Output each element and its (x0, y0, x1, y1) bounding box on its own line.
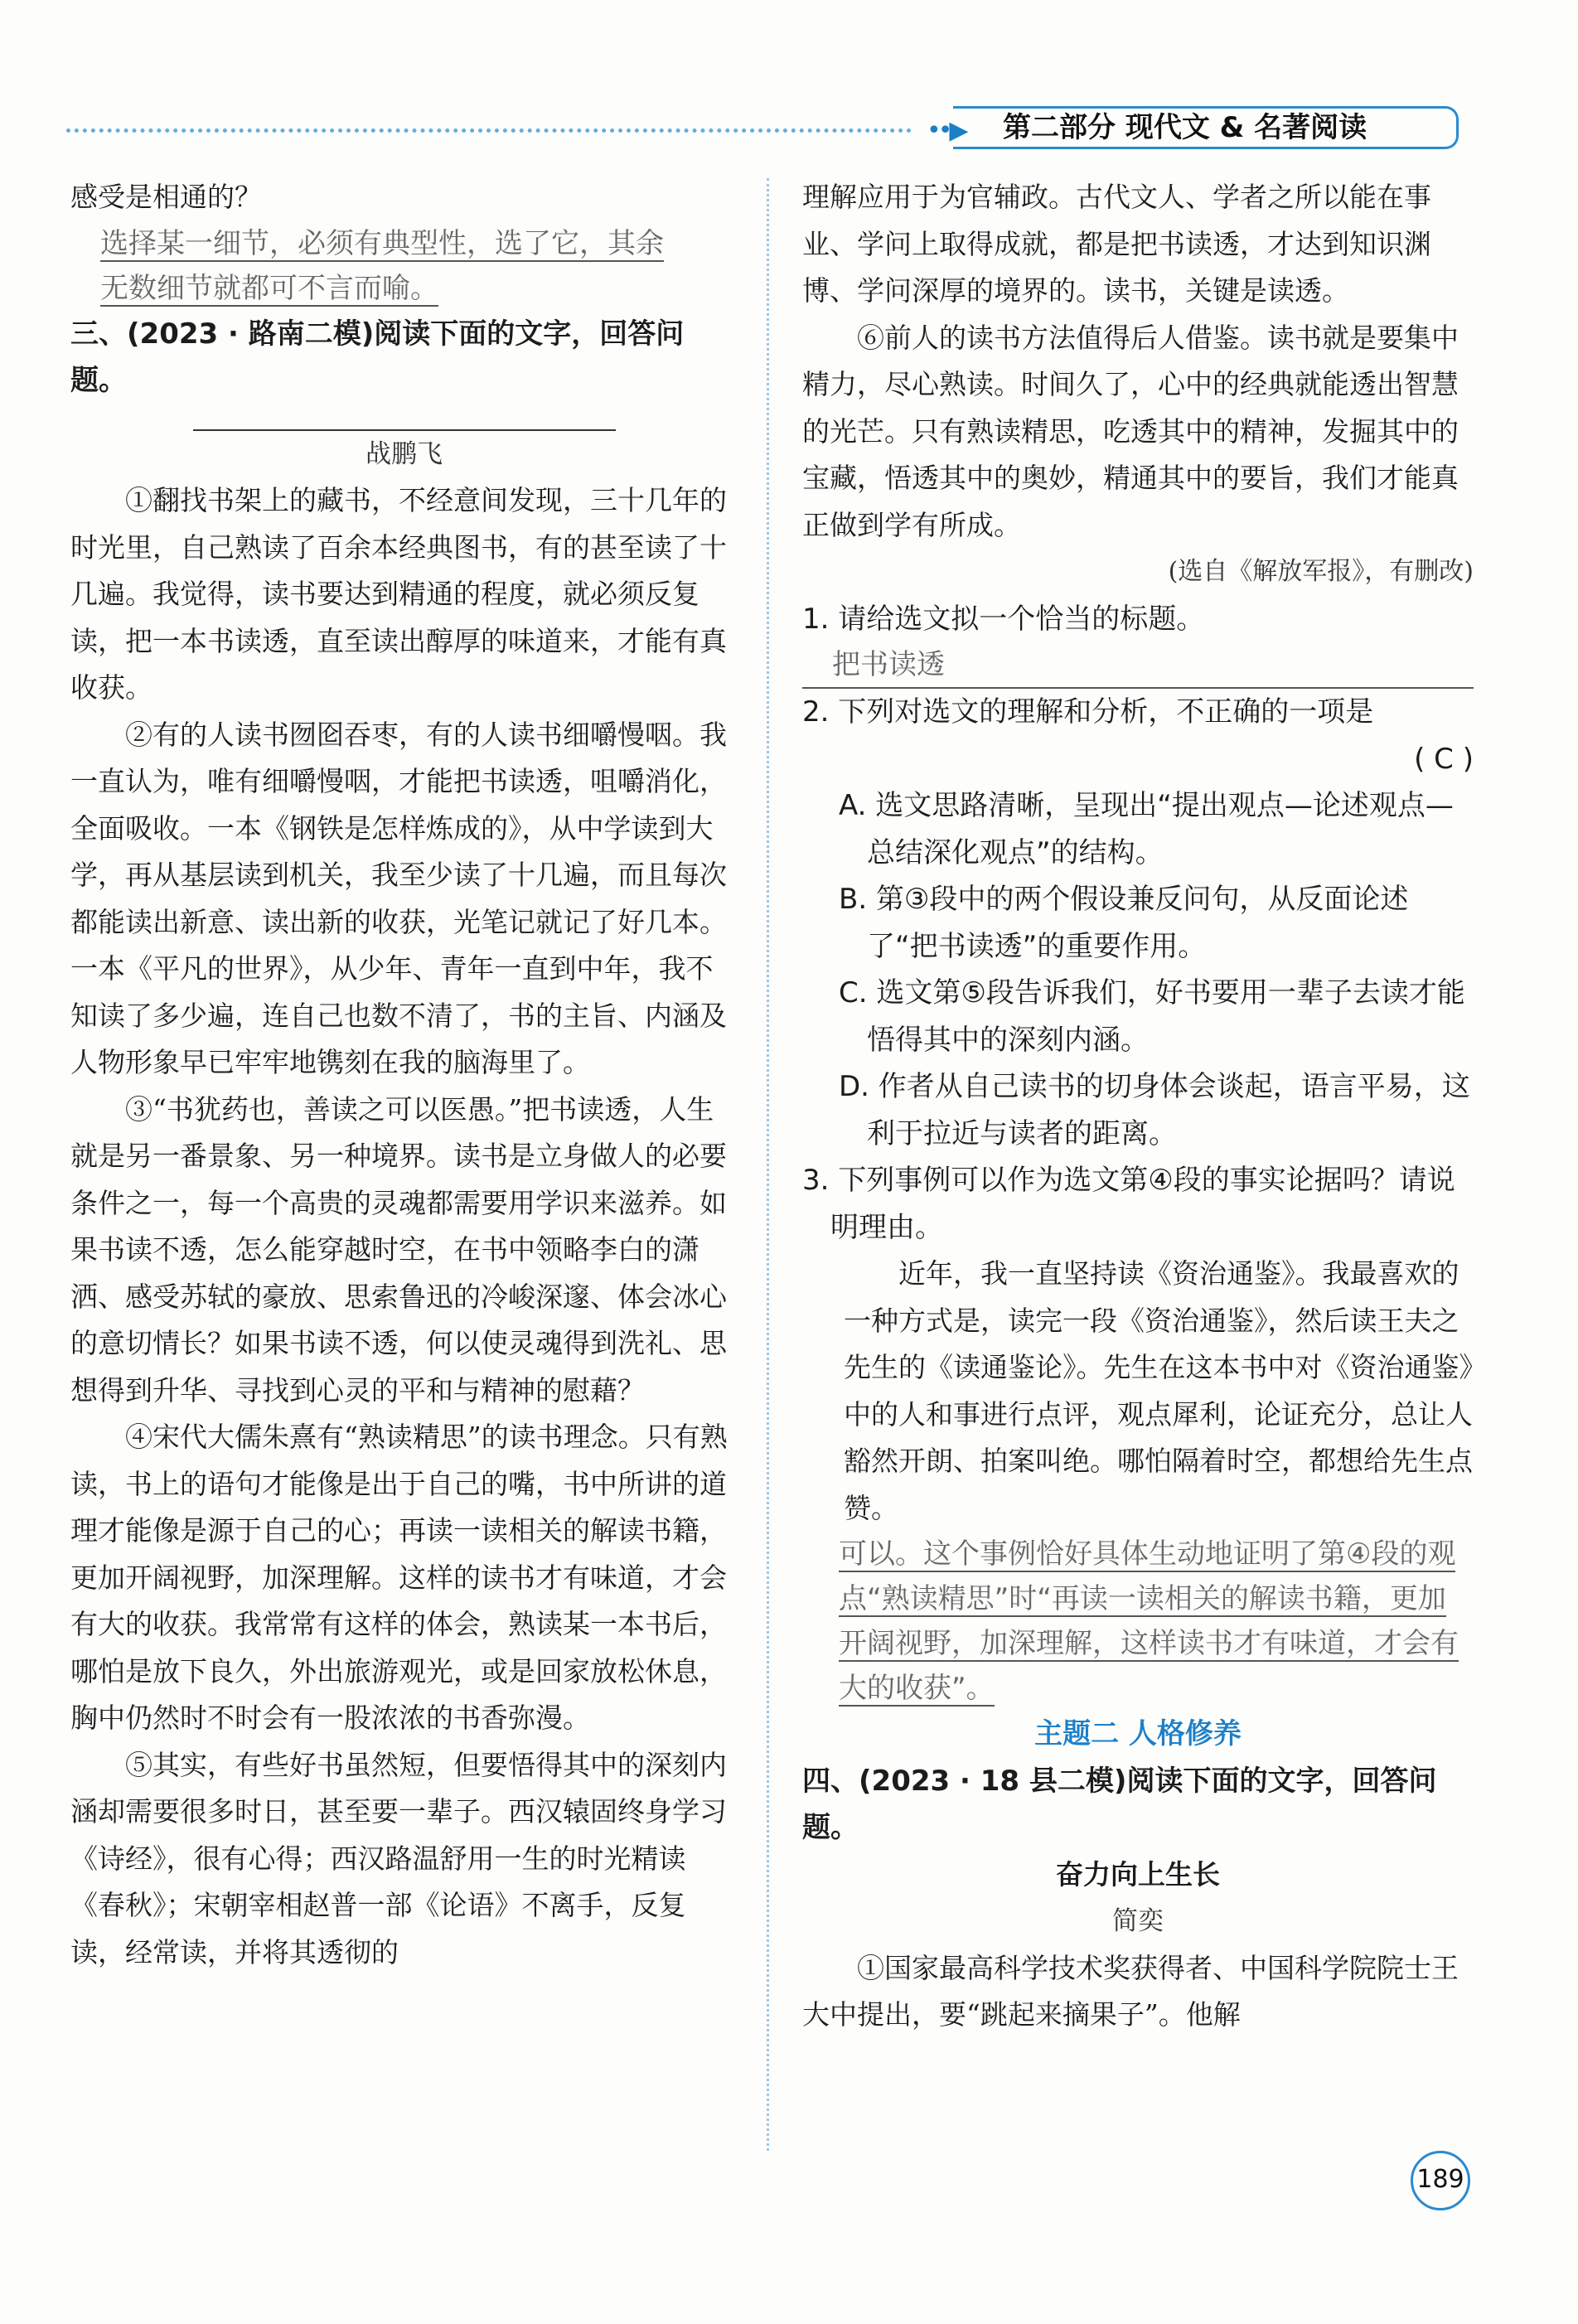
option-a: A. 选文思路清晰，呈现出“提出观点—论述观点—总结深化观点”的结构。 (839, 789, 1454, 869)
section-header-tab: 第二部分 现代文 & 名著阅读 (953, 106, 1459, 149)
paragraph-2: ②有的人读书囫囵吞枣，有的人读书细嚼慢咽。我一直认为，唯有细嚼慢咽，才能把书读透，咀嚼消化，全面吸收。一本《钢铁是怎样炼成的》，从中学读到大学，再从基层读到机关，我至少读了十几遍，而且每次都能读出新意、读出新的收获，光笔记就记了好几本。一本《平凡的世界》，从少年、青年一直到中年，我不知读了多少遍，连自己也数不清了，书的主旨、内涵及人物形象早已牢牢地镌刻在我的脑海里了。 (70, 718, 727, 1078)
paragraph-5-continued: 理解应用于为官辅政。古代文人、学者之所以能在事业、学问上取得成就，都是把书读透，才达到知识渊博、学问深厚的境界的。读书，关键是读透。 (802, 181, 1431, 307)
article-2-paragraph-1: ①国家最高科学技术奖获得者、中国科学院院士王大中提出，要“跳起来摘果子”。他解 (802, 1951, 1459, 2031)
question-3-answer: 可以。这个事例恰好具体生动地证明了第④段的观点“熟读精思”时“再读一读相关的解读书籍，更加开阔视野，加深理解，这样读书才有味道，才会有大的收获”。 (839, 1537, 1459, 1705)
option-b: B. 第③段中的两个假设兼反问句，从反面论述了“把书读透”的重要作用。 (839, 883, 1409, 963)
question-2-answer: ( C ) (1414, 742, 1474, 776)
question-1: 1. 请给选文拟一个恰当的标题。 (802, 602, 1205, 636)
header-arrow-icon: ••▶ (927, 116, 966, 145)
column-divider (767, 178, 769, 2151)
article-author: 战鹏飞 (365, 438, 443, 469)
question-3: 3. 下列事例可以作为选文第④段的事实论据吗？请说明理由。 (802, 1164, 1455, 1244)
theme-two-heading: 主题二 人格修养 (1034, 1717, 1242, 1750)
right-column (802, 174, 1474, 2039)
question-3-answer-block (802, 1532, 1474, 1711)
source-note: (选自《解放军报》，有删改) (1168, 557, 1474, 586)
paragraph-3: ③“书犹药也，善读之可以医愚。”把书读透，人生就是另一番景象、另一种境界。读书是立身做人的必要条件之一，每一个高贵的灵魂都需要用学识来滋养。如果书读不透，怎么能穿越时空，在书中领略李白的潇洒、感受苏轼的豪放、思索鲁迅的冷峻深邃、体会冰心的意切情长？如果书读不透，何以使灵魂得到洗礼、思想得到升华、寻找到心灵的平和与精神的慰藉？ (70, 1092, 727, 1407)
paragraph-5: ⑤其实，有些好书虽然短，但要悟得其中的深刻内涵却需要很多时日，甚至要一辈子。西汉辕固终身学习《诗经》，很有心得；西汉路温舒用一生的时光精读《春秋》；宋朝宰相赵普一部《论语》不离手，反复读，经常读，并将其透彻的 (70, 1748, 727, 1968)
question-1-answer: 把书读透 (802, 642, 1474, 689)
question-3-material: 近年，我一直坚持读《资治通鉴》。我最喜欢的一种方式是，读完一段《资治通鉴》，然后读王夫之先生的《读通鉴论》。先生在这本书中对《资治通鉴》中的人和事进行点评，观点犀利，论证充分，总让人豁然开朗、拍案叫绝。哪怕隔着时空，都想给先生点赞。 (844, 1257, 1473, 1524)
option-c: C. 选文第⑤段告诉我们，好书要用一辈子去读才能悟得其中的深刻内涵。 (839, 976, 1465, 1057)
page-number: 189 (1411, 2151, 1470, 2210)
article-2-author: 简奕 (1112, 1906, 1164, 1936)
option-d: D. 作者从自己读书的切身体会谈起，语言平易，这利于拉近与读者的距离。 (839, 1070, 1470, 1150)
prev-answer (70, 221, 738, 311)
question-2: 2. 下列对选文的理解和分析，不正确的一项是 (802, 695, 1374, 729)
left-column (70, 174, 738, 1976)
prev-question-tail: 感受是相通的？ (70, 181, 262, 213)
article-2-title: 奋力向上生长 (1056, 1857, 1220, 1891)
section-four-heading: 四、(2023 · 18 县二模)阅读下面的文字，回答问题。 (802, 1764, 1437, 1844)
paragraph-6: ⑥前人的读书方法值得后人借鉴。读书就是要集中精力，尽心熟读。时间久了，心中的经典就能透出智慧的光芒。只有熟读精思，吃透其中的精神，发掘其中的宝藏，悟透其中的奥妙，精通其中的要旨，我们才能真正做到学有所成。 (802, 321, 1459, 541)
section-three-heading: 三、(2023 · 路南二模)阅读下面的文字，回答问题。 (70, 317, 685, 397)
paragraph-4: ④宋代大儒朱熹有“熟读精思”的读书理念。只有熟读，书上的语句才能像是出于自己的嘴，书中所讲的道理才能像是源于自己的心；再读一读相关的解读书籍，更加开阔视野，加深理解。这样的读书才有味道，才会有大的收获。我常常有这样的体会，熟读某一本书后，哪怕是放下良久，外出旅游观光，或是回家放松休息，胸中仍然时不时会有一股浓浓的书香弥漫。 (70, 1421, 728, 1734)
prev-answer-line2: 无数细节就都可不言而喻。 (100, 271, 438, 305)
prev-answer-line1: 选择某一细节，必须有典型性，选了它，其余 (100, 226, 664, 260)
paragraph-1: ①翻找书架上的藏书，不经意间发现，三十几年的时光里，自己熟读了百余本经典图书，有的甚至读了十几遍。我觉得，读书要达到精通的程度，就必须反复读，把一本书读透，直至读出醇厚的味道来，才能有真收获。 (70, 484, 727, 704)
header-dotted-rule (66, 128, 912, 133)
